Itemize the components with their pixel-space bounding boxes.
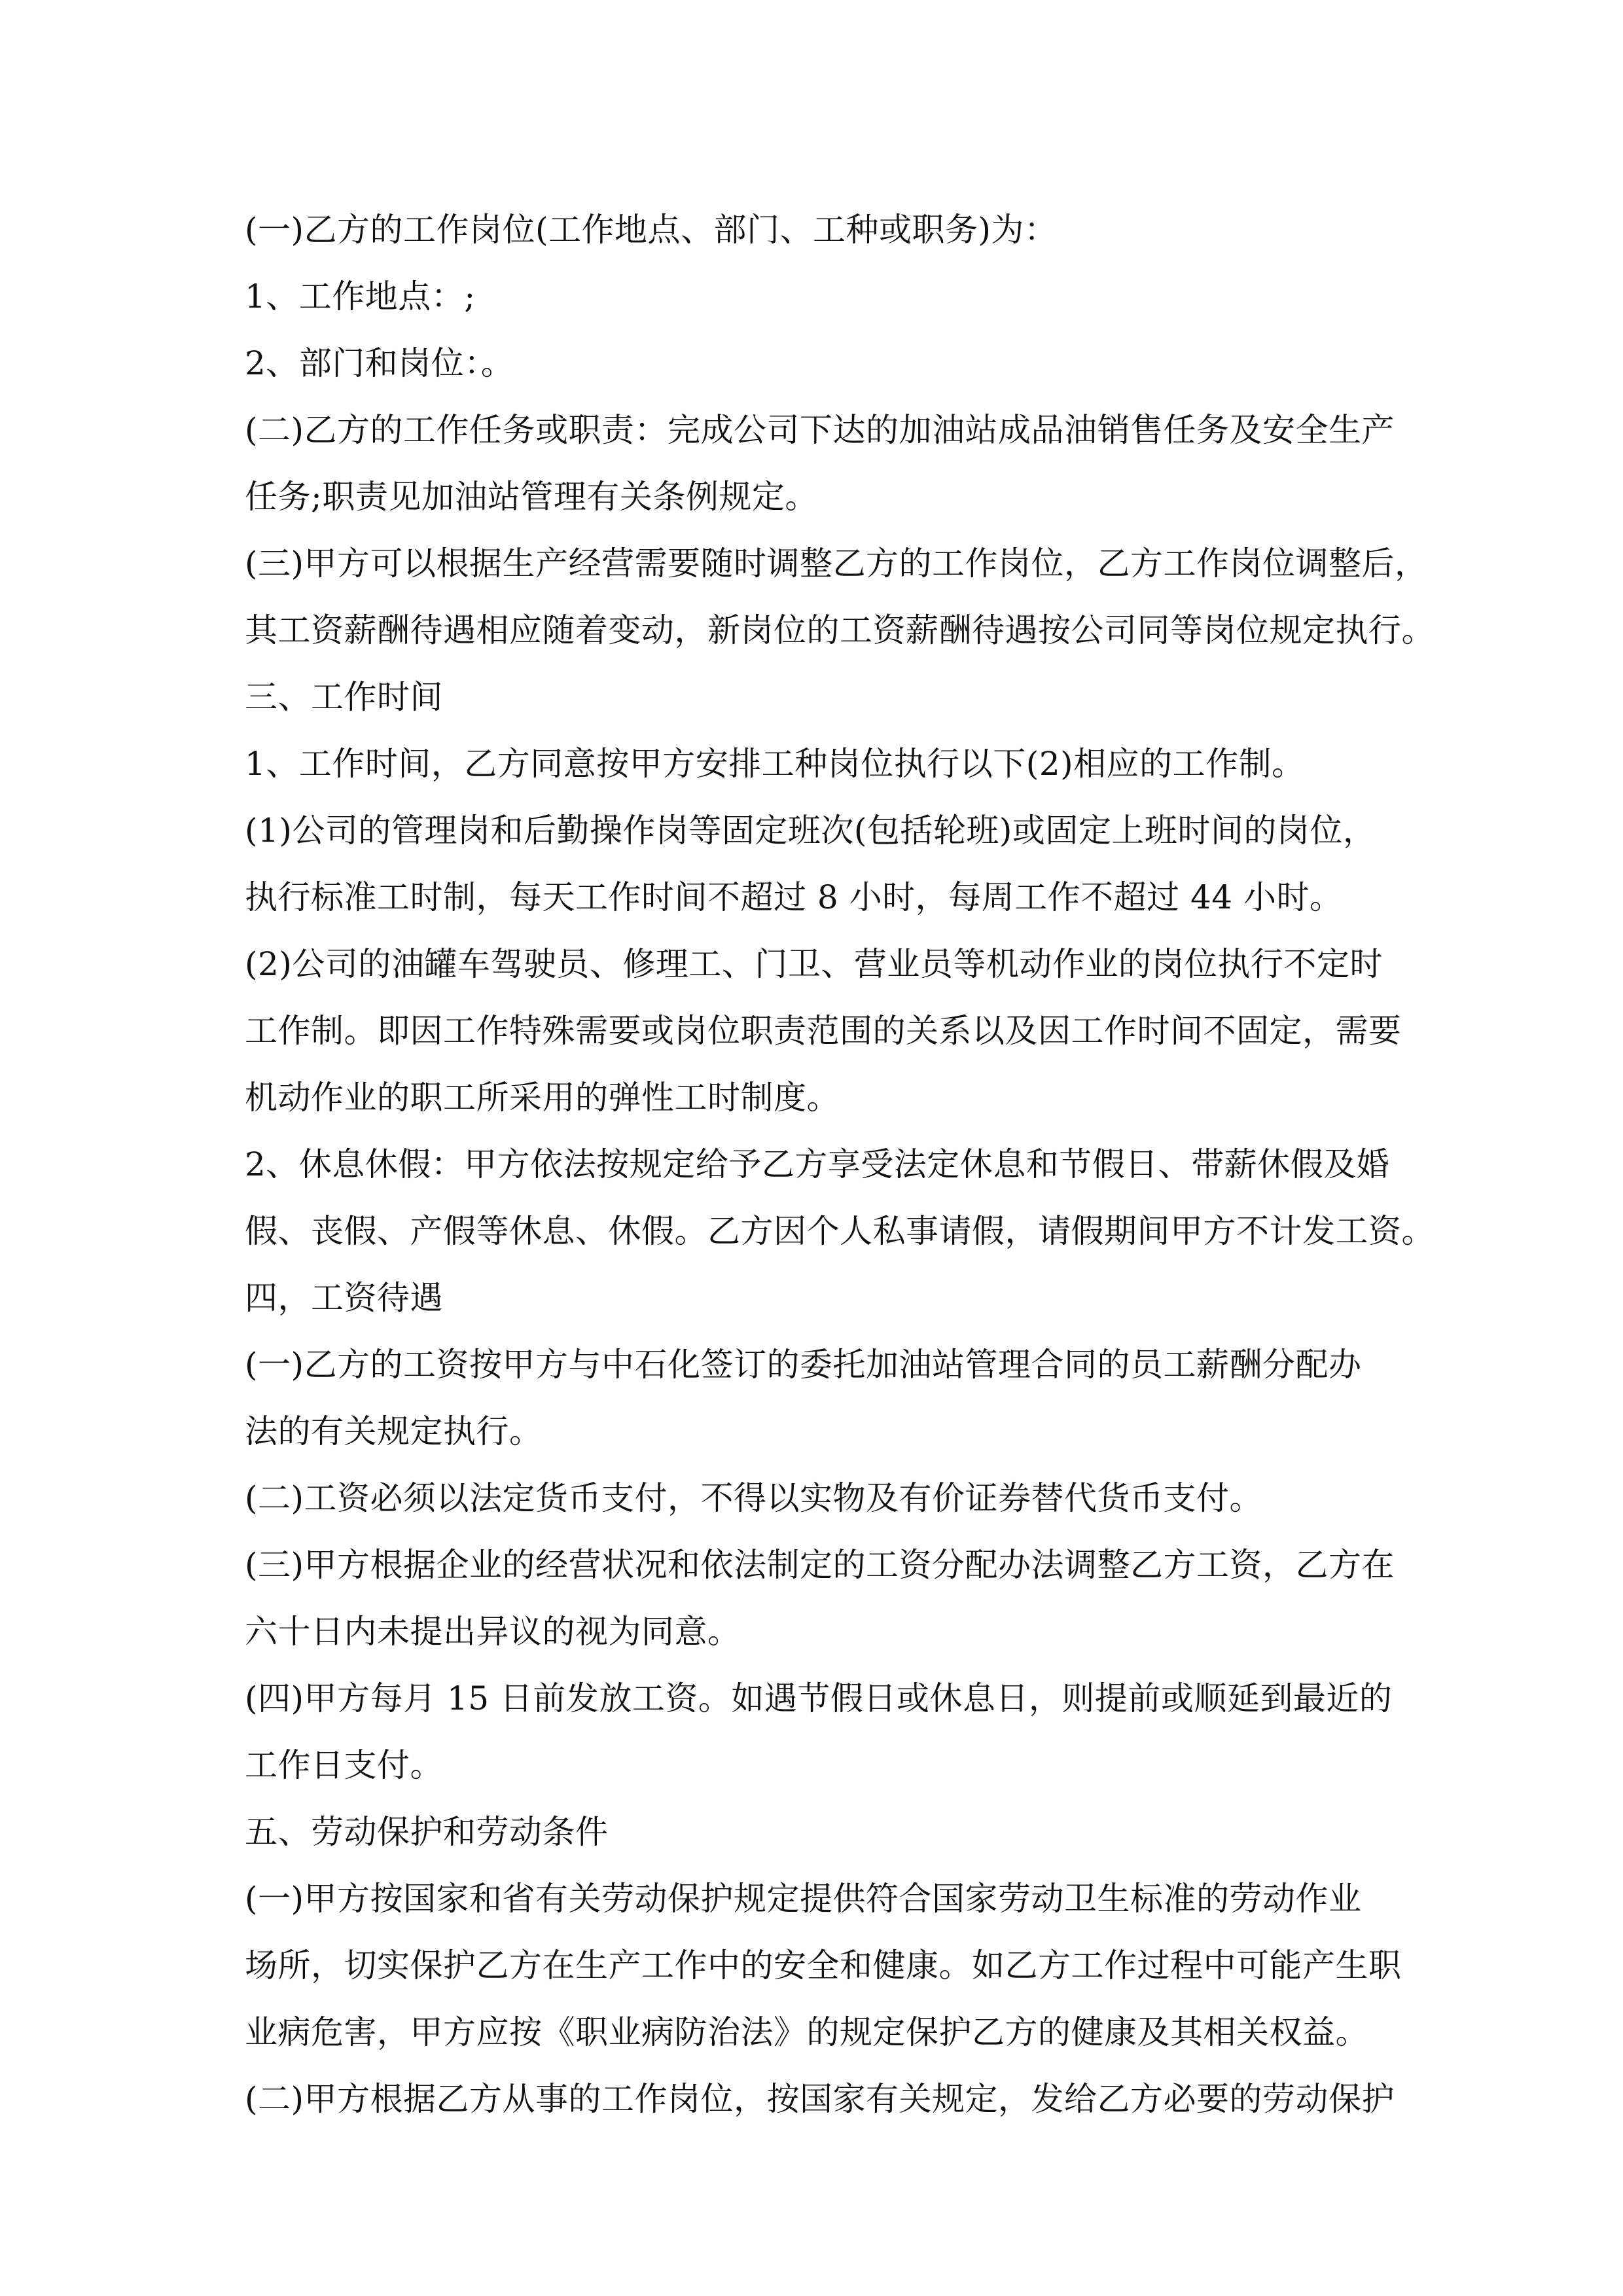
text-line: (一)乙方的工资按甲方与中石化签订的委托加油站管理合同的员工薪酬分配办 xyxy=(245,1346,1362,1384)
text-line: (1)公司的管理岗和后勤操作岗等固定班次(包括轮班)或固定上班时间的岗位， xyxy=(245,812,1376,850)
text-line: (一)乙方的工作岗位(工作地点、部门、工种或职务)为： xyxy=(245,211,1058,249)
text-line: 其工资薪酬待遇相应随着变动，新岗位的工资薪酬待遇按公司同等岗位规定执行。 xyxy=(245,611,1435,649)
text-line: 业病危害，甲方应按《职业病防治法》的规定保护乙方的健康及其相关权益。 xyxy=(245,2013,1368,2051)
text-line: 假、丧假、产假等休息、休假。乙方因个人私事请假，请假期间甲方不计发工资。 xyxy=(245,1212,1435,1250)
text-line: 2、部门和岗位：。 xyxy=(245,344,514,382)
text-line: 任务;职责见加油站管理有关条例规定。 xyxy=(245,478,818,516)
text-line: 法的有关规定执行。 xyxy=(245,1412,543,1450)
text-line: 工作日支付。 xyxy=(245,1746,443,1784)
text-line: 机动作业的职工所采用的弹性工时制度。 xyxy=(245,1079,840,1117)
text-line: 工作制。即因工作特殊需要或岗位职责范围的关系以及因工作时间不固定，需要 xyxy=(245,1012,1402,1050)
text-line: 六十日内未提出异议的视为同意。 xyxy=(245,1613,741,1651)
text-line: 2、休息休假：甲方依法按规定给予乙方享受法定休息和节假日、带薪休假及婚 xyxy=(245,1145,1390,1183)
text-line: (二)乙方的工作任务或职责：完成公司下达的加油站成品油销售任务及安全生产 xyxy=(245,411,1395,449)
text-line: (2)公司的油罐车驾驶员、修理工、门卫、营业员等机动作业的岗位执行不定时 xyxy=(245,945,1383,983)
text-line: (三)甲方根据企业的经营状况和依法制定的工资分配办法调整乙方工资，乙方在 xyxy=(245,1546,1395,1584)
text-line: 1、工作时间，乙方同意按甲方安排工种岗位执行以下(2)相应的工作制。 xyxy=(245,745,1305,783)
text-line: (二)甲方根据乙方从事的工作岗位，按国家有关规定，发给乙方必要的劳动保护 xyxy=(245,2080,1395,2118)
text-line: 1、工作地点：; xyxy=(245,278,476,315)
text-line: 场所，切实保护乙方在生产工作中的安全和健康。如乙方工作过程中可能产生职 xyxy=(245,1946,1402,1984)
text-line: 执行标准工时制，每天工作时间不超过 8 小时，每周工作不超过 44 小时。 xyxy=(245,878,1343,916)
text-line: (二)工资必须以法定货币支付，不得以实物及有价证券替代货币支付。 xyxy=(245,1479,1263,1517)
section-heading: 四，工资待遇 xyxy=(245,1279,443,1317)
section-heading: 五、劳动保护和劳动条件 xyxy=(245,1813,609,1851)
text-line: (三)甲方可以根据生产经营需要随时调整乙方的工作岗位，乙方工作岗位调整后， xyxy=(245,545,1428,583)
document-body xyxy=(245,196,1435,2132)
text-line: (一)甲方按国家和省有关劳动保护规定提供符合国家劳动卫生标准的劳动作业 xyxy=(245,1880,1362,1918)
section-heading: 三、工作时间 xyxy=(245,678,443,716)
text-line: (四)甲方每月 15 日前发放工资。如遇节假日或休息日，则提前或顺延到最近的 xyxy=(245,1679,1393,1717)
